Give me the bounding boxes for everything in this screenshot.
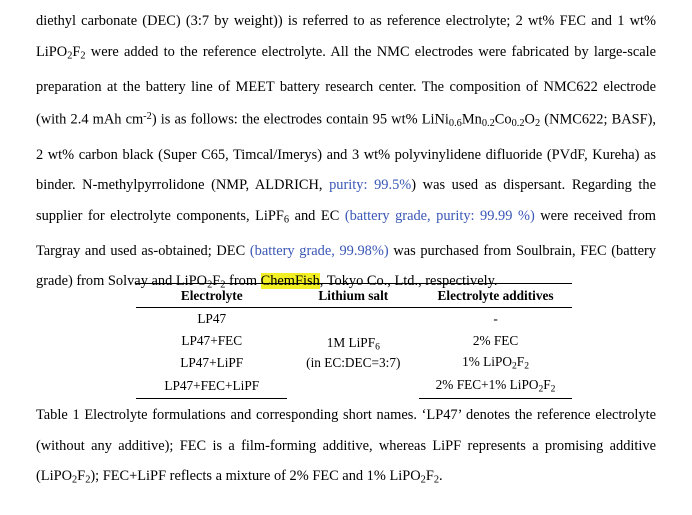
paragraph-text: diethyl carbonate (DEC) (3:7 by weight)) is referred to as reference electrolyte; 2 wt% FEC and 1 wt% $LiPO_2F_2$ were added to the reference electrolyte. All the NMC electrodes were fabricated by large-scale preparation at the battery line of MEET battery research center. The composition of NMC622 electrode (with 2.4 mAh $cm^{-2}$) is as follows: the electrodes contain 95 wt% $LiNi_{0.6}Mn_{0.2}Co_{0.2}O_2$ (NMC622; BASF), 2 wt% carbon black (Super C65, Timcal/Imerys) and 3 wt% polyvinylidene difluoride (PVdF, Kureha) as binder. N-methylpyrrolidone (NMP, ALDRICH, purity: 99.5%) was used as dispersant. Regarding the supplier for electrolyte components, LiPF$_6$ and EC (battery grade, purity: 99.99 %) were received from Targray and used as-obtained; DEC (battery grade, 99.98%) was purchased from Soulbrain, FEC (battery grade) from Solvay and $LiPO_2F_2$ from ChemFish, Tokyo Co., Ltd., respectively.: [36, 13, 657, 291]
cell-additive: 2% FEC: [472, 332, 519, 348]
electrolyte-formulations-table: [136, 283, 572, 399]
salt-line-2: (in EC:DEC=3:7): [306, 355, 401, 371]
salt-line-1: 1M LiPF$_6$: [326, 335, 380, 353]
cell-electrolyte: LP47+FEC+LiPF: [136, 374, 287, 398]
table-header-electrolyte-additives: Electrolyte additives: [419, 284, 572, 308]
cell-additive: -: [419, 308, 572, 330]
table-header-lithium-salt: Lithium salt: [287, 284, 419, 308]
cell-lithium-salt: [287, 308, 419, 398]
cell-electrolyte: LP47: [136, 308, 287, 330]
table-header-electrolyte: Electrolyte: [136, 284, 287, 308]
cell-electrolyte: LP47+LiPF: [180, 354, 244, 370]
caption-text: Table 1 Electrolyte formulations and corresponding short names. ‘LP47’ denotes the reference electrolyte (without any additive); FEC is a film-forming additive, whereas LiPF represents a promising additive $(LiPO_2F_2)$; FEC+LiPF reflects a mixture of 2% FEC and 1% $LiPO_2F_2$.: [36, 407, 656, 486]
table-header-row: [136, 284, 572, 308]
cell-electrolyte: LP47+FEC: [181, 332, 243, 348]
table-1: [136, 283, 572, 399]
cell-additive: 2% FEC+1% $LiPO_2F_2$: [419, 374, 572, 398]
table-row: [136, 308, 572, 330]
cell-additive: 1% $LiPO_2F_2$: [462, 353, 529, 372]
table-caption: [36, 400, 656, 496]
body-paragraph: [36, 6, 656, 301]
